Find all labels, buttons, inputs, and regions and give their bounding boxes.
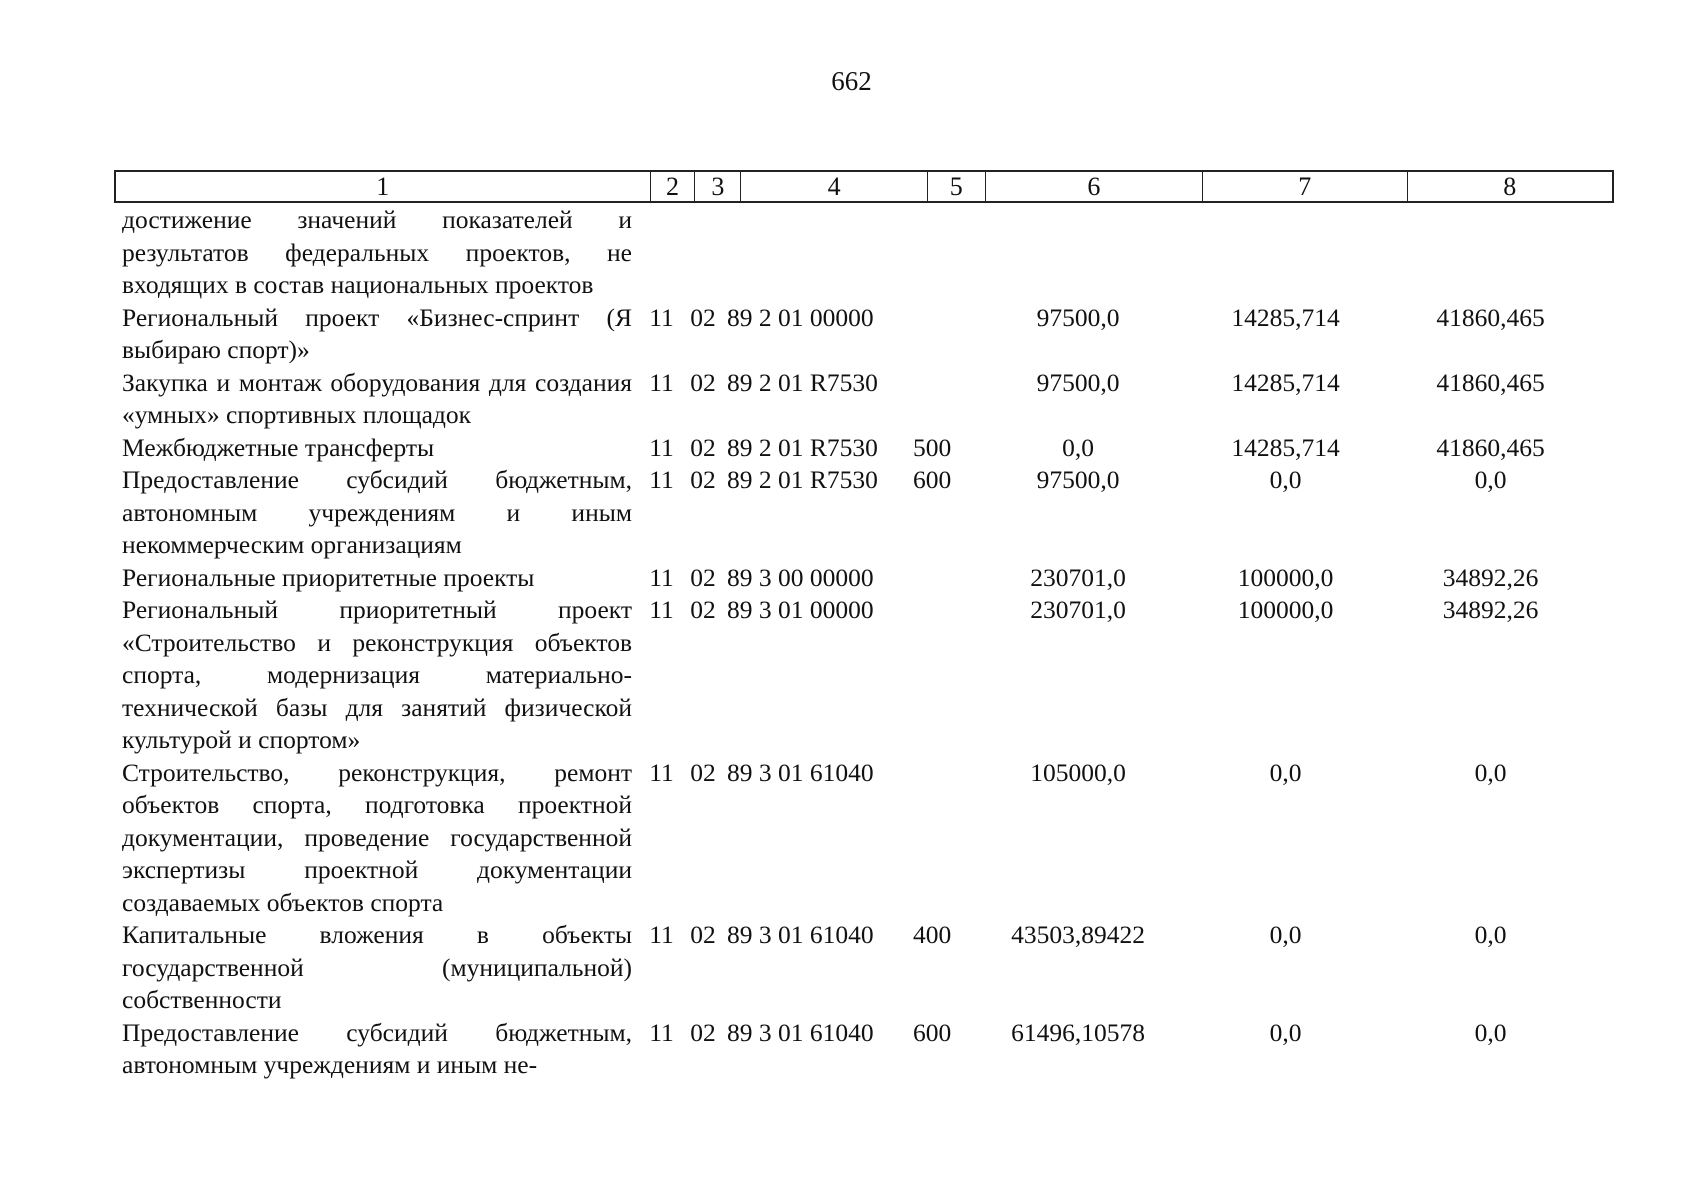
table-row: [122, 757, 1593, 920]
cell-col-4: 89 2 01 00000: [727, 302, 874, 332]
table-header: [114, 170, 1614, 203]
page-number: 662: [831, 66, 872, 96]
row-name: Строительство, реконструкция, ремонт объектов спорта, подготовка проектной документации, проведение государственной экспертизы проектной документации создаваемых объектов спорта: [122, 757, 632, 917]
cell-col-6: 43503,89422: [1011, 920, 1145, 949]
row-name: Региональные приоритетные проекты: [122, 562, 535, 592]
cell-col-4: 89 3 01 00000: [727, 595, 874, 624]
row-name: Капитальные вложения в объекты государственной (муниципальной) собственности: [122, 920, 632, 1014]
row-name: Предоставление субсидий бюджетным, автономным учреждениям и иным не-: [122, 1017, 632, 1079]
cell-col-2: 11: [649, 302, 674, 332]
cell-col-5: 400: [913, 920, 952, 949]
cell-col-4: 89 3 01 61040: [727, 757, 874, 787]
cell-col-7: 14285,714: [1231, 302, 1340, 332]
cell-col-3: 02: [690, 920, 716, 949]
cell-col-7: 0,0: [1269, 920, 1302, 949]
cell-col-6: 61496,10578: [1011, 1017, 1145, 1047]
header-col-2: 2: [651, 172, 696, 201]
cell-col-2: 11: [649, 920, 674, 949]
cell-col-4: 89 2 01 R7530: [727, 465, 878, 494]
cell-col-3: 02: [690, 432, 716, 462]
cell-col-6: 230701,0: [1030, 595, 1126, 624]
table-row: [122, 464, 1593, 562]
table-row: [122, 1017, 1593, 1082]
cell-col-3: 02: [690, 1017, 716, 1047]
table-row: [122, 562, 1593, 595]
row-name: Региональный проект «Бизнес-спринт (Я выбираю спорт)»: [122, 302, 632, 364]
cell-col-3: 02: [690, 465, 716, 494]
cell-col-7: 14285,714: [1231, 367, 1340, 397]
cell-col-6: 0,0: [1062, 432, 1094, 462]
cell-col-8: 0,0: [1474, 1017, 1507, 1047]
cell-col-7: 0,0: [1269, 1017, 1302, 1047]
cell-col-8: 34892,26: [1442, 595, 1539, 624]
table-row: [122, 302, 1593, 367]
cell-col-6: 97500,0: [1036, 465, 1120, 494]
cell-col-3: 02: [690, 562, 716, 592]
row-name: достижение значений показателей и результатов федеральных проектов, не входящих в состав национальных проектов: [122, 205, 632, 299]
cell-col-5: 500: [913, 432, 952, 462]
header-col-7: 7: [1203, 172, 1407, 201]
cell-col-7: 100000,0: [1237, 595, 1334, 624]
cell-col-4: 89 3 00 00000: [727, 562, 874, 592]
cell-col-2: 11: [649, 367, 674, 397]
cell-col-3: 02: [690, 367, 716, 397]
row-name: Закупка и монтаж оборудования для создания «умных» спортивных площадок: [122, 367, 632, 429]
cell-col-7: 14285,714: [1231, 432, 1340, 462]
cell-col-6: 230701,0: [1030, 562, 1126, 592]
cell-col-2: 11: [649, 562, 674, 592]
cell-col-8: 41860,465: [1436, 302, 1545, 332]
cell-col-8: 0,0: [1474, 920, 1507, 949]
row-name: Предоставление субсидий бюджетным, автономным учреждениям и иным некоммерческим организациям: [122, 465, 632, 559]
table-body: [122, 204, 1593, 1082]
cell-col-7: 0,0: [1269, 465, 1302, 494]
header-col-1: 1: [116, 172, 651, 201]
cell-col-4: 89 2 01 R7530: [727, 367, 878, 397]
table-row: [122, 367, 1593, 432]
cell-col-2: 11: [649, 595, 674, 624]
cell-col-7: 100000,0: [1237, 562, 1334, 592]
cell-col-2: 11: [649, 757, 674, 787]
table-row: [122, 204, 1593, 302]
cell-col-8: 0,0: [1474, 465, 1507, 494]
cell-col-8: 41860,465: [1436, 432, 1545, 462]
cell-col-6: 97500,0: [1036, 302, 1120, 332]
cell-col-2: 11: [649, 432, 674, 462]
header-col-5: 5: [928, 172, 986, 201]
table-row: [122, 594, 1593, 757]
header-col-3: 3: [695, 172, 741, 201]
cell-col-2: 11: [649, 465, 674, 494]
cell-col-2: 11: [649, 1017, 674, 1047]
header-col-4: 4: [741, 172, 928, 201]
cell-col-7: 0,0: [1269, 757, 1302, 787]
cell-col-3: 02: [690, 757, 716, 787]
cell-col-6: 97500,0: [1036, 367, 1120, 397]
cell-col-3: 02: [690, 595, 716, 624]
cell-col-8: 41860,465: [1436, 367, 1545, 397]
table-row: [122, 432, 1593, 465]
cell-col-4: 89 3 01 61040: [727, 1017, 874, 1047]
cell-col-5: 600: [913, 465, 952, 494]
cell-col-4: 89 2 01 R7530: [727, 432, 878, 462]
cell-col-6: 105000,0: [1030, 757, 1126, 787]
header-col-6: 6: [986, 172, 1203, 201]
header-col-8: 8: [1503, 172, 1517, 201]
cell-col-8: 0,0: [1474, 757, 1507, 787]
row-name: Региональный приоритетный проект «Строительство и реконструкция объектов спорта, модернизация материально-технической базы для занятий физической культурой и спортом»: [122, 595, 632, 754]
table-row: [122, 919, 1593, 1017]
cell-col-3: 02: [690, 302, 716, 332]
cell-col-8: 34892,26: [1442, 562, 1539, 592]
cell-col-5: 600: [913, 1017, 952, 1047]
row-name: Межбюджетные трансферты: [122, 432, 435, 462]
cell-col-4: 89 3 01 61040: [727, 920, 874, 949]
